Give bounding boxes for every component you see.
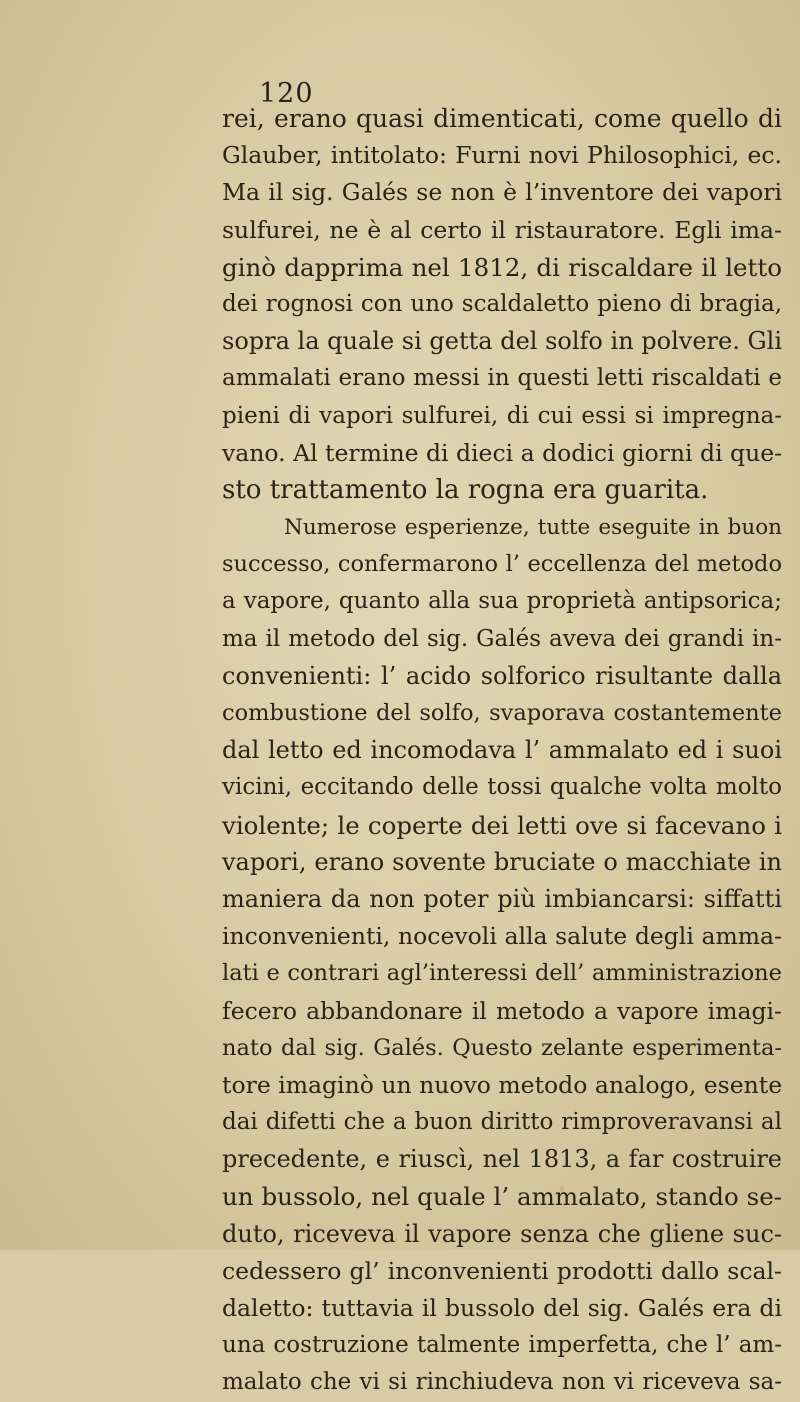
text-line: ammalati erano messi in questi letti riscaldati e [222,365,782,392]
body-text [222,100,782,1402]
text-line: sopra la quale si getta del solfo in polvere. Gli [222,327,782,356]
text-line: un bussolo, nel quale l’ ammalato, stando se- [222,1182,782,1212]
text-line: inconvenienti, nocevoli alla salute degli amma- [222,922,782,951]
text-line: lati e contrari agl’interessi dell’ amministrazione [222,960,782,987]
text-line: Ma il sig. Galés se non è l’inventore dei vapori [222,178,782,207]
text-line: vano. Al termine di dieci a dodici giorni di que- [222,438,783,467]
text-line: rei, erano quasi dimenticati, come quello di [222,104,782,133]
text-line: dei rognosi con uno scaldaletto pieno di bragia, [222,290,782,317]
text-line: combustione del solfo, svaporava costantemente [222,700,782,726]
text-line: dal letto ed incomodava l’ ammalato ed i suoi [222,736,782,765]
text-line: fecero abbandonare il metodo a vapore imagi- [222,996,782,1025]
text-line: Numerose esperienze, tutte eseguite in buon [284,515,782,541]
text-line: malato che vi si rinchiudeva non vi riceveva sa- [222,1369,782,1396]
text-line: a vapore, quanto alla sua proprietà antipsorica; [222,588,782,615]
text-line: nato dal sig. Galés. Questo zelante esperimenta- [222,1034,782,1061]
text-line: sulfurei, ne è al certo il ristauratore. Egli ima- [222,215,782,244]
text-line: precedente, e riuscì, nel 1813, a far costruire [222,1145,782,1174]
text-line: duto, riceveva il vapore senza che gliene suc- [222,1219,782,1248]
text-line: convenienti: l’ acido solforico risultante dalla [222,661,782,690]
text-line: maniera da non poter più imbiancarsi: siffatti [222,884,782,913]
text-line: cedessero gl’ inconvenienti prodotti dallo scal- [222,1256,782,1285]
text-line: sto trattamento la rogna era guarita. [222,474,709,505]
text-line: tore imaginò un nuovo metodo analogo, esente [222,1070,783,1099]
text-line: successo, confermarono l’ eccellenza del metodo [222,551,782,578]
text-line: violente; le coperte dei letti ove si facevano i [222,810,782,840]
text-line: dai difetti che a buon diritto rimproveravansi al [222,1109,782,1136]
text-line: vapori, erano sovente bruciate o macchiate in [222,847,782,876]
text-line: Glauber, intitolato: Furni novi Philosophici, ec. [222,141,782,170]
text-line: ginò dapprima nel 1812, di riscaldare il letto [222,252,782,282]
text-line: vicini, eccitando delle tossi qualche volta molto [222,774,782,801]
text-line: pieni di vapori sulfurei, di cui essi si impregna- [222,402,782,429]
text-line: una costruzione talmente imperfetta, che l’ am- [222,1332,782,1359]
page-number: 120 [259,78,314,109]
text-line: ma il metodo del sig. Galés aveva dei grandi in- [222,625,782,652]
text-line: daletto: tuttavia il bussolo del sig. Galés era di [222,1294,782,1322]
